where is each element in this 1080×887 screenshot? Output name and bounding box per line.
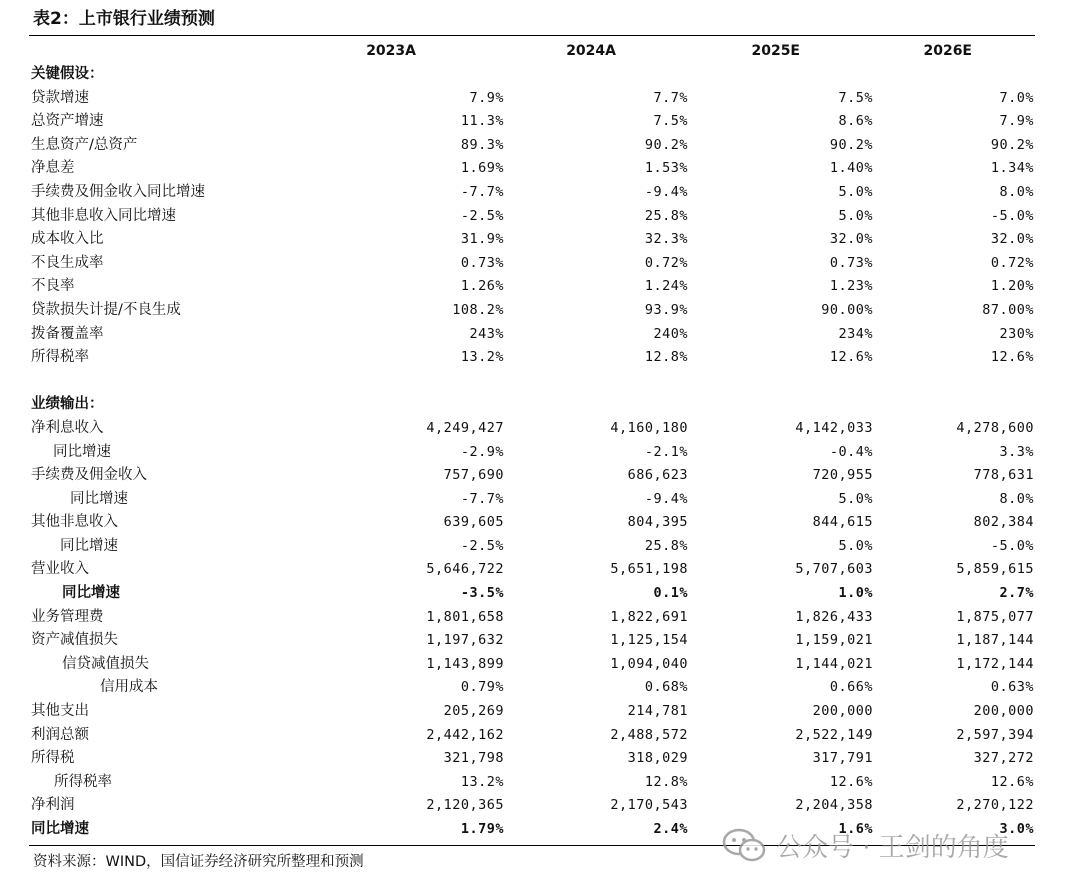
cell-2023a: -7.7% (460, 490, 504, 507)
row-label: 贷款损失计提/不良生成 (31, 301, 181, 318)
row-label: 业绩输出： (31, 396, 104, 413)
cell-2025e: 234% (838, 325, 873, 342)
cell-2023a: 7.9% (469, 89, 504, 106)
table-row (0, 794, 1080, 818)
cell-2026e: 90.2% (990, 136, 1034, 153)
cell-2026e: 12.6% (990, 773, 1034, 790)
table-row (0, 676, 1080, 700)
cell-2024a: 2,488,572 (610, 726, 688, 743)
table-row (0, 558, 1080, 582)
row-label: 关键假设： (31, 66, 104, 82)
row-label: 不良生成率 (31, 254, 104, 271)
cell-2024a: 1,125,154 (610, 632, 688, 649)
table-row (0, 299, 1080, 323)
cell-2023a: -2.5% (460, 207, 504, 224)
table-row (0, 110, 1080, 134)
cell-2024a: 25.8% (644, 207, 688, 224)
table-row (0, 346, 1080, 370)
cell-2025e: 12.6% (829, 349, 873, 366)
row-label: 成本收入比 (31, 231, 104, 248)
cell-2023a: 0.79% (460, 679, 504, 696)
cell-2026e: 1.34% (990, 160, 1034, 177)
cell-2023a: 205,269 (443, 703, 504, 720)
cell-2023a: 5,646,722 (426, 561, 504, 578)
cell-2025e: 32.0% (829, 231, 873, 248)
row-label: 其他非息收入同比增速 (31, 207, 176, 224)
cell-2024a: 686,623 (627, 467, 688, 484)
cell-2025e: 1,144,021 (795, 655, 873, 672)
row-label: 营业收入 (31, 561, 89, 578)
cell-2024a: 240% (653, 325, 688, 342)
cell-2023a: 1.26% (460, 278, 504, 295)
table-title: 表2：上市银行业绩预测 (33, 9, 215, 29)
cell-2025e: 1,826,433 (795, 608, 873, 625)
cell-2025e: 0.66% (829, 679, 873, 696)
cell-2026e: 8.0% (999, 490, 1034, 507)
cell-2026e: 2.7% (999, 585, 1034, 602)
row-label: 利润总额 (31, 726, 89, 743)
cell-2023a: 0.73% (460, 254, 504, 271)
cell-2023a: 1.69% (460, 160, 504, 177)
cell-2026e: 778,631 (973, 467, 1034, 484)
cell-2023a: 757,690 (443, 467, 504, 484)
column-header-2026e: 2026E (923, 43, 972, 59)
row-label: 手续费及佣金收入同比增速 (31, 183, 205, 200)
column-header-2023a: 2023A (366, 43, 416, 59)
table-row (0, 87, 1080, 111)
cell-2026e: 1,187,144 (956, 632, 1034, 649)
cell-2026e: 327,272 (973, 750, 1034, 767)
cell-2024a: -2.1% (644, 443, 688, 460)
cell-2026e: 0.63% (990, 679, 1034, 696)
cell-2024a: 93.9% (644, 301, 688, 318)
cell-2025e: 1.0% (838, 585, 873, 602)
row-label: 同比增速 (60, 537, 118, 554)
cell-2026e: -5.0% (990, 207, 1034, 224)
cell-2023a: 321,798 (443, 750, 504, 767)
cell-2024a: 214,781 (627, 703, 688, 720)
row-label: 净利息收入 (31, 419, 104, 436)
cell-2024a: 2.4% (653, 821, 688, 837)
row-label: 其他非息收入 (31, 514, 118, 531)
cell-2023a: 2,120,365 (426, 797, 504, 814)
table-row (0, 157, 1080, 181)
row-label: 净利润 (31, 797, 75, 814)
table-row (0, 700, 1080, 724)
cell-2025e: 7.5% (838, 89, 873, 106)
cell-2024a: 804,395 (627, 514, 688, 531)
cell-2024a: 318,029 (627, 750, 688, 767)
source-note: 资料来源：WIND，国信证券经济研究所整理和预测 (33, 854, 364, 870)
cell-2025e: 5.0% (838, 490, 873, 507)
cell-2024a: 1.53% (644, 160, 688, 177)
table-row (0, 181, 1080, 205)
table-row (0, 134, 1080, 158)
cell-2025e: 720,955 (812, 467, 873, 484)
row-label: 所得税 (31, 750, 75, 767)
cell-2026e: 12.6% (990, 349, 1034, 366)
cell-2023a: 1,801,658 (426, 608, 504, 625)
cell-2025e: 1.6% (838, 821, 873, 837)
watermark (722, 825, 1009, 865)
cell-2023a: 1,197,632 (426, 632, 504, 649)
cell-2026e: 32.0% (990, 231, 1034, 248)
table-row (0, 441, 1080, 465)
cell-2024a: 1.24% (644, 278, 688, 295)
cell-2026e: 230% (999, 325, 1034, 342)
table-body (0, 63, 1080, 842)
cell-2024a: 0.68% (644, 679, 688, 696)
cell-2025e: 844,615 (812, 514, 873, 531)
cell-2026e: 3.0% (999, 821, 1034, 837)
cell-2026e: 2,270,122 (956, 797, 1034, 814)
cell-2025e: 317,791 (812, 750, 873, 767)
cell-2024a: 0.1% (653, 585, 688, 602)
cell-2026e: 87.00% (982, 301, 1034, 318)
cell-2026e: 2,597,394 (956, 726, 1034, 743)
cell-2023a: 89.3% (460, 136, 504, 153)
table-row (0, 488, 1080, 512)
cell-2026e: 0.72% (990, 254, 1034, 271)
cell-2024a: 7.7% (653, 89, 688, 106)
cell-2025e: 5.0% (838, 183, 873, 200)
column-header-2024a: 2024A (566, 43, 616, 59)
section-header-row (0, 63, 1080, 87)
cell-2026e: 3.3% (999, 443, 1034, 460)
cell-2023a: 13.2% (460, 773, 504, 790)
row-label: 净息差 (31, 160, 75, 177)
row-label: 所得税率 (31, 349, 89, 366)
cell-2023a: 639,605 (443, 514, 504, 531)
cell-2024a: -9.4% (644, 490, 688, 507)
cell-2026e: 1,172,144 (956, 655, 1034, 672)
cell-2024a: 4,160,180 (610, 419, 688, 436)
watermark-text: 公众号 · 王剑的角度 (776, 832, 1009, 863)
row-label: 不良率 (31, 278, 75, 295)
cell-2023a: 108.2% (452, 301, 504, 318)
row-label: 资产减值损失 (31, 632, 118, 649)
table-header (0, 40, 1080, 62)
cell-2025e: 1.23% (829, 278, 873, 295)
row-label: 贷款增速 (31, 89, 89, 106)
cell-2025e: 1.40% (829, 160, 873, 177)
table-row (0, 323, 1080, 347)
cell-2026e: 802,384 (973, 514, 1034, 531)
table-row (0, 417, 1080, 441)
section-header-row (0, 393, 1080, 417)
cell-2026e: 1.20% (990, 278, 1034, 295)
table-row (0, 606, 1080, 630)
table-row (0, 629, 1080, 653)
table-row (0, 771, 1080, 795)
row-label: 信用成本 (100, 679, 158, 696)
cell-2025e: 12.6% (829, 773, 873, 790)
cell-2025e: 0.73% (829, 254, 873, 271)
cell-2023a: -2.5% (460, 537, 504, 554)
cell-2026e: 7.9% (999, 113, 1034, 130)
cell-2023a: 243% (469, 325, 504, 342)
cell-2025e: 5.0% (838, 537, 873, 554)
cell-2025e: 4,142,033 (795, 419, 873, 436)
column-header-2025e: 2025E (751, 43, 800, 59)
table-row (0, 653, 1080, 677)
cell-2025e: 5.0% (838, 207, 873, 224)
cell-2023a: 31.9% (460, 231, 504, 248)
row-label: 生息资产/总资产 (31, 136, 138, 153)
cell-2024a: 25.8% (644, 537, 688, 554)
cell-2023a: 1.79% (460, 821, 504, 837)
table-row (0, 464, 1080, 488)
row-label: 手续费及佣金收入 (31, 467, 147, 484)
row-label: 业务管理费 (31, 608, 104, 625)
cell-2025e: 2,522,149 (795, 726, 873, 743)
table-row (0, 724, 1080, 748)
cell-2025e: 90.00% (821, 301, 873, 318)
cell-2023a: -7.7% (460, 183, 504, 200)
cell-2026e: 200,000 (973, 703, 1034, 720)
wechat-icon (722, 828, 766, 862)
cell-2023a: -2.9% (460, 443, 504, 460)
cell-2024a: 0.72% (644, 254, 688, 271)
cell-2025e: 90.2% (829, 136, 873, 153)
cell-2024a: 90.2% (644, 136, 688, 153)
cell-2023a: -3.5% (460, 585, 504, 602)
cell-2026e: 7.0% (999, 89, 1034, 106)
table-row (0, 275, 1080, 299)
cell-2024a: 1,822,691 (610, 608, 688, 625)
row-label: 总资产增速 (31, 113, 104, 130)
cell-2023a: 2,442,162 (426, 726, 504, 743)
table-row (0, 535, 1080, 559)
cell-2024a: 12.8% (644, 349, 688, 366)
row-label: 其他支出 (31, 703, 89, 720)
row-label: 同比增速 (70, 490, 128, 507)
cell-2026e: -5.0% (990, 537, 1034, 554)
cell-2025e: 5,707,603 (795, 561, 873, 578)
table-row (0, 205, 1080, 229)
row-label: 所得税率 (54, 773, 112, 790)
row-label: 同比增速 (53, 443, 111, 460)
cell-2025e: 8.6% (838, 113, 873, 130)
cell-2023a: 13.2% (460, 349, 504, 366)
cell-2023a: 4,249,427 (426, 419, 504, 436)
cell-2024a: 2,170,543 (610, 797, 688, 814)
table-row (0, 747, 1080, 771)
cell-2026e: 1,875,077 (956, 608, 1034, 625)
row-label: 同比增速 (62, 585, 120, 602)
cell-2026e: 5,859,615 (956, 561, 1034, 578)
cell-2023a: 1,143,899 (426, 655, 504, 672)
cell-2025e: 2,204,358 (795, 797, 873, 814)
table-row (0, 228, 1080, 252)
row-label: 同比增速 (31, 821, 89, 837)
top-rule (29, 35, 1035, 36)
table-row (0, 582, 1080, 606)
cell-2024a: -9.4% (644, 183, 688, 200)
row-label: 拨备覆盖率 (31, 325, 104, 342)
cell-2025e: -0.4% (829, 443, 873, 460)
cell-2024a: 5,651,198 (610, 561, 688, 578)
cell-2024a: 32.3% (644, 231, 688, 248)
cell-2024a: 12.8% (644, 773, 688, 790)
cell-2026e: 8.0% (999, 183, 1034, 200)
table-row (0, 252, 1080, 276)
row-label: 信贷减值损失 (62, 655, 149, 672)
cell-2025e: 200,000 (812, 703, 873, 720)
cell-2025e: 1,159,021 (795, 632, 873, 649)
table-row (0, 511, 1080, 535)
cell-2023a: 11.3% (460, 113, 504, 130)
cell-2024a: 7.5% (653, 113, 688, 130)
cell-2026e: 4,278,600 (956, 419, 1034, 436)
cell-2024a: 1,094,040 (610, 655, 688, 672)
spacer-row (0, 370, 1080, 394)
